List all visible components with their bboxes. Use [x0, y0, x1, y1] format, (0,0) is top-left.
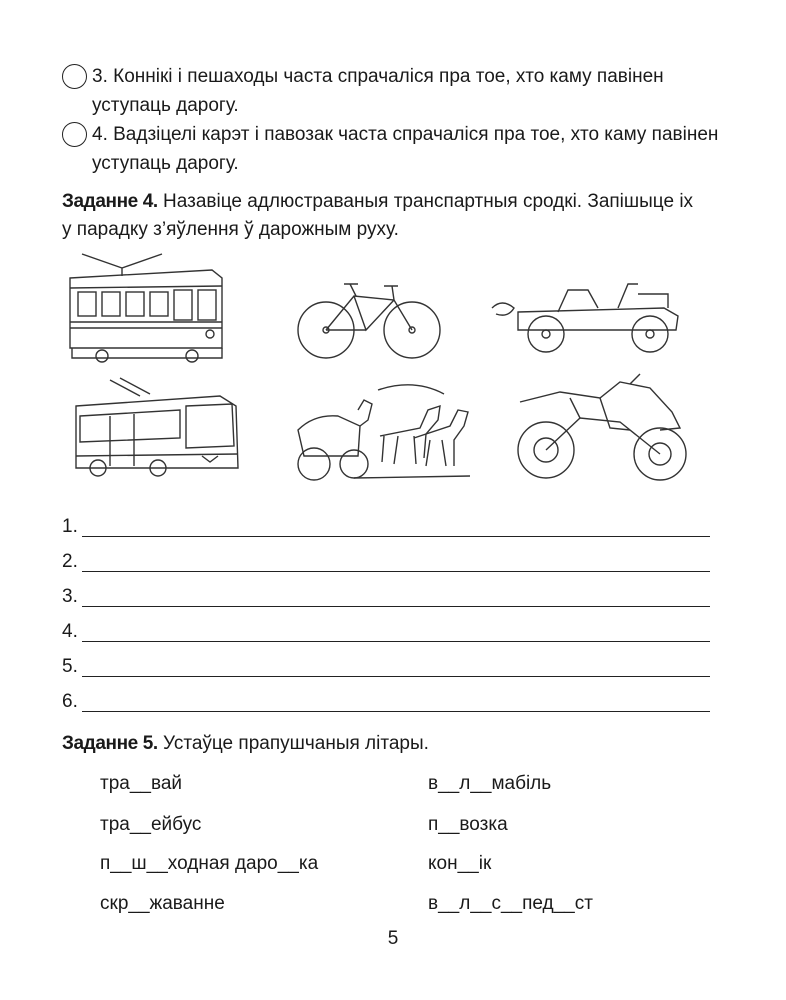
missing-letters-word[interactable]: тра__ейбус [100, 814, 202, 835]
missing-letters-word[interactable]: в__л__с__пед__ст [428, 893, 593, 914]
missing-letters-word[interactable]: п__возка [428, 814, 508, 835]
answer-line-5[interactable] [62, 654, 710, 682]
trolleybus-icon [70, 376, 240, 480]
option-text: 4. Вадзіцелі карэт і павозак часта спрачаліся пра тое, хто каму павінен [92, 124, 719, 145]
answer-line-6[interactable] [62, 689, 710, 717]
task-4-instruction [62, 188, 722, 244]
answer-line-3[interactable] [62, 584, 710, 612]
answer-number: 4. [62, 621, 78, 642]
task-4-text: Назавіце адлюстраваныя транспартныя сродкі. Запішыце іх [163, 191, 694, 212]
option-text-continued: уступаць дарогу. [92, 95, 239, 116]
answer-choice-circle[interactable] [62, 64, 87, 89]
missing-letters-word[interactable]: тра__вай [100, 773, 183, 794]
tram-icon [62, 248, 232, 368]
answer-line-4[interactable] [62, 619, 710, 647]
transport-pictures [62, 248, 722, 498]
task-5-label: Заданне 5. [62, 733, 158, 754]
answer-number: 3. [62, 586, 78, 607]
page-number: 5 [387, 928, 399, 949]
answer-number: 5. [62, 656, 78, 677]
bicycle-icon [294, 276, 444, 366]
task-5-text: Устаўце прапушчаныя літары. [163, 733, 429, 754]
answer-number: 2. [62, 551, 78, 572]
option-text-continued: уступаць дарогу. [92, 153, 239, 174]
answer-option-3 [62, 62, 722, 120]
answer-choice-circle[interactable] [62, 122, 87, 147]
missing-letters-word[interactable]: в__л__мабіль [428, 773, 552, 794]
answer-line-1[interactable] [62, 514, 710, 542]
task-4-text-continued: у парадку з’яўлення ў дарожным руху. [62, 219, 399, 240]
option-text: 3. Коннікі і пешаходы часта спрачаліся пра тое, хто каму павінен [92, 66, 664, 87]
missing-letters-word[interactable]: кон__ік [428, 853, 492, 874]
answer-number: 6. [62, 691, 78, 712]
answer-option-4 [62, 120, 722, 178]
motorcycle-icon [510, 368, 690, 488]
horse-carriage-icon [294, 380, 470, 488]
answer-number: 1. [62, 516, 78, 537]
answer-line-2[interactable] [62, 549, 710, 577]
task-4-label: Заданне 4. [62, 191, 158, 212]
missing-letters-word[interactable]: скр__жаванне [100, 893, 225, 914]
missing-letters-word[interactable]: п__ш__ходная даро__ка [100, 853, 319, 874]
vintage-car-icon [488, 268, 688, 358]
task-5-instruction [62, 730, 722, 758]
